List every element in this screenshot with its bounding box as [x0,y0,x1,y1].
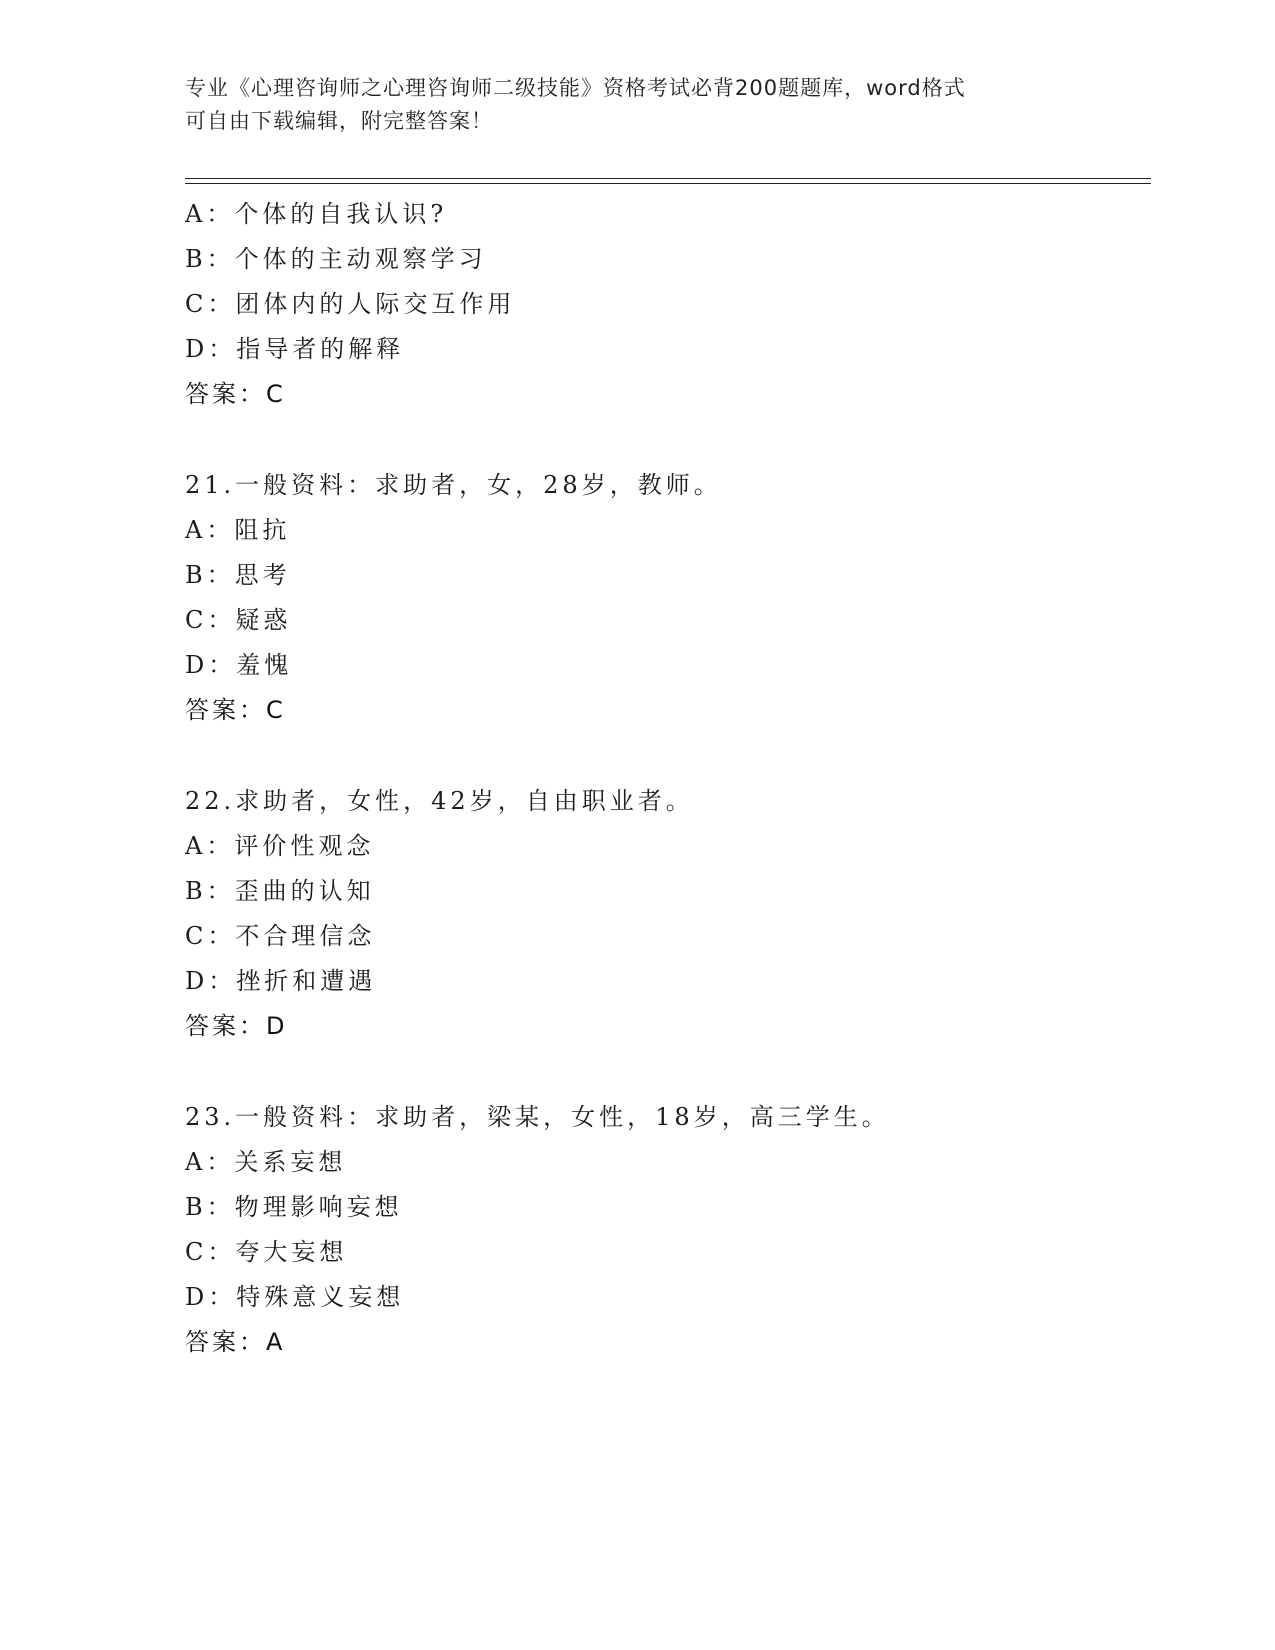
question-stem: 21.一般资料：求助者，女，28岁，教师。 [185,471,722,499]
answer-line: 答案：A [185,1328,286,1356]
option-d: D：挫折和遭遇 [185,967,377,995]
option-c: C：团体内的人际交互作用 [185,290,516,318]
header-divider-bottom [185,183,1151,184]
header-title-line-1: 专业《心理咨询师之心理咨询师二级技能》资格考试必背200题题库，word格式 [185,76,966,100]
question-block [185,779,1151,1049]
question-list [185,192,1151,1365]
option-c: C：疑惑 [185,606,292,634]
document-header [185,72,1085,138]
option-d: D：指导者的解释 [185,335,405,363]
header-title-line-2: 可自由下载编辑，附完整答案！ [185,109,493,133]
option-a: A：阻抗 [185,516,291,544]
question-block [185,192,1151,417]
option-a: A：评价性观念 [185,832,375,860]
option-b: B：思考 [185,561,291,589]
option-b: B：个体的主动观察学习 [185,245,487,273]
question-block [185,463,1151,733]
option-a: A：关系妄想 [185,1148,347,1176]
spacer [185,1049,1151,1095]
option-b: B：物理影响妄想 [185,1193,403,1221]
option-c: C：夸大妄想 [185,1238,348,1266]
option-b: B：歪曲的认知 [185,877,375,905]
spacer [185,733,1151,779]
header-divider-top [185,178,1151,179]
question-block [185,1095,1151,1365]
option-c: C：不合理信念 [185,922,376,950]
option-d: D：特殊意义妄想 [185,1283,405,1311]
spacer [185,417,1151,463]
answer-line: 答案：C [185,696,286,724]
option-d: D：羞愧 [185,651,293,679]
question-stem: 23.一般资料：求助者，梁某，女性，18岁，高三学生。 [185,1103,890,1131]
question-stem: 22.求助者，女性，42岁，自由职业者。 [185,787,694,815]
answer-line: 答案：D [185,1012,288,1040]
option-a: A：个体的自我认识? [185,200,448,228]
answer-line: 答案：C [185,380,286,408]
